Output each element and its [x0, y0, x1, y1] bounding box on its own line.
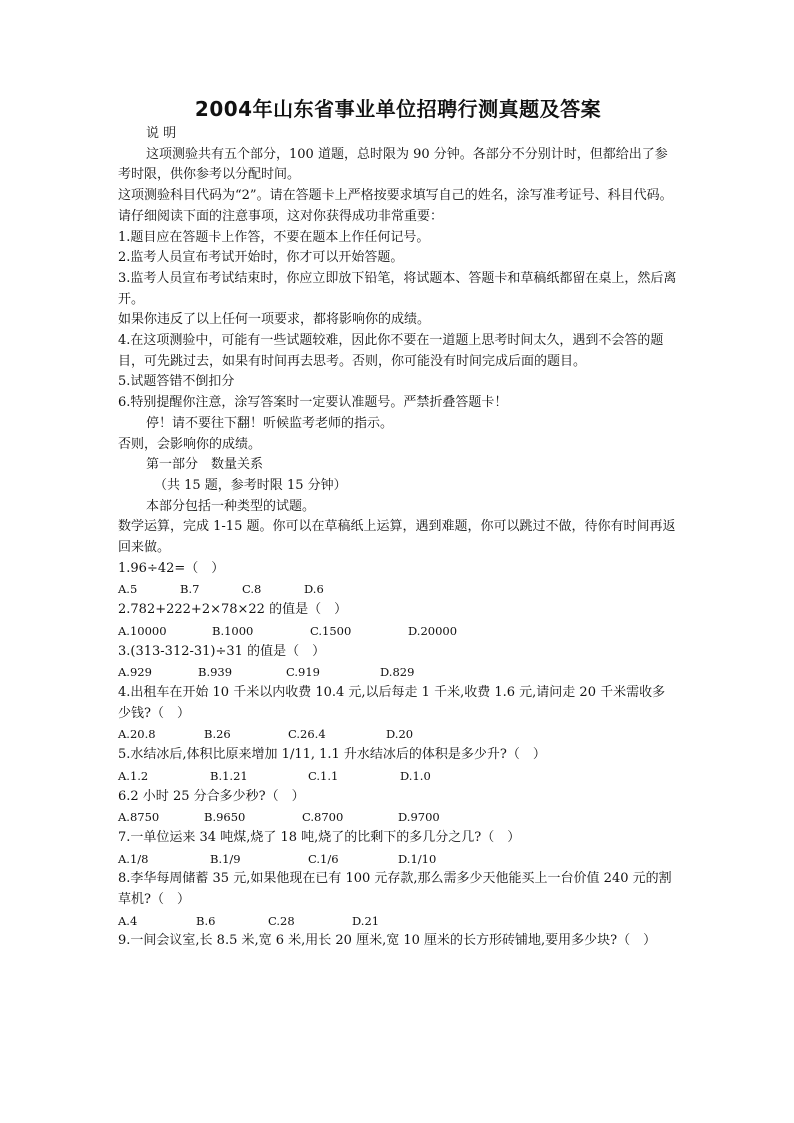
option: C.26.4 [288, 727, 326, 742]
option: A.20.8 [118, 727, 156, 742]
question-text: 4.出租车在开始 10 千米以内收费 10.4 元,以后每走 1 千米,收费 1.6 元,请问走 20 千米需收多少钱?（ ） [118, 684, 666, 721]
question-text: 2.782+222+2×78×22 的值是（ ） [118, 602, 348, 618]
notice-item: 6.特别提醒你注意，涂写答案时一定要认准题号。严禁折叠答题卡！ [118, 395, 508, 411]
option: D.1.0 [400, 768, 431, 783]
option: B.26 [204, 727, 231, 742]
notice-item: 4.在这项测验中，可能有一些试题较难，因此你不要在一道题上思考时间太久，遇到不会答的题目，可先跳过去，如果有时间再去思考。否则，你可能没有时间完成后面的题目。 [118, 333, 664, 369]
section-time-limit: （共 15 题，参考时限 15 分钟） [154, 477, 347, 493]
option: B.1.21 [210, 768, 248, 783]
options-row [118, 807, 678, 828]
intro-paragraph: 请仔细阅读下面的注意事项，这对你获得成功非常重要： [118, 208, 444, 224]
option: C.919 [286, 665, 320, 680]
document-title: 2004年山东省事业单位招聘行测真题及答案 [194, 97, 602, 121]
question-text: 7.一单位运来 34 吨煤,烧了 18 吨,烧了的比剩下的多几分之几?（ ） [118, 829, 521, 845]
notice-item: 如果你违反了以上任何一项要求，都将影响你的成绩。 [118, 312, 431, 328]
option: D.829 [380, 665, 415, 680]
option: B.939 [198, 665, 233, 680]
option: A.5 [118, 582, 138, 597]
section-heading: 第一部分 数量关系 [146, 457, 264, 473]
question-text: 5.水结冰后,体积比原来增加 1/11, 1.1 升水结冰后的体积是多少升?（ ） [118, 747, 546, 763]
option: C.28 [268, 913, 295, 928]
option: B.1/9 [210, 851, 241, 866]
option: D.20 [386, 727, 414, 742]
option: A.8750 [118, 810, 160, 825]
option: A.4 [118, 913, 138, 928]
option: B.7 [180, 582, 200, 597]
options-row [118, 724, 678, 745]
option: D.1/10 [398, 851, 437, 866]
option: B.6 [196, 913, 216, 928]
question-text: 6.2 小时 25 分合多少秒?（ ） [118, 788, 305, 804]
intro-paragraph: 这项测验科目代码为“2”。请在答题卡上严格按要求填写自己的姓名，涂写准考证号、科目代码。 [118, 188, 673, 204]
notice-item: 3.监考人员宣布考试结束时，你应立即放下铅笔，将试题本、答题卡和草稿纸都留在桌上，然后离开。 [118, 270, 677, 307]
notice-item: 5.试题答错不倒扣分 [118, 374, 235, 390]
options-row [118, 849, 678, 870]
question-text: 1.96÷42=（ ） [118, 560, 225, 576]
section-description: 本部分包括一种类型的试题。 [146, 498, 316, 514]
option: A.929 [118, 665, 152, 680]
option: D.20000 [408, 623, 458, 638]
notice-item: 2.监考人员宣布考试开始时，你才可以开始答题。 [118, 250, 404, 266]
question-text: 9.一间会议室,长 8.5 米,宽 6 米,用长 20 厘米,宽 10 厘米的长方形砖铺地,要用多少块?（ ） [118, 933, 657, 949]
section-instructions: 数学运算，完成 1-15 题。你可以在草稿纸上运算，遇到难题，你可以跳过不做，待你有时间再返回来做。 [118, 519, 676, 556]
options-row [118, 621, 678, 642]
option: D.21 [352, 913, 380, 928]
option: D.9700 [398, 810, 440, 825]
options-row [118, 766, 678, 787]
option: B.1000 [212, 623, 254, 638]
notice-item: 1.题目应在答题卡上作答，不要在题本上作任何记号。 [118, 229, 430, 245]
question-text: 3.(313-312-31)÷31 的值是（ ） [118, 643, 326, 659]
options-row [118, 911, 678, 932]
stop-notice-followup: 否则，会影响你的成绩。 [118, 436, 262, 452]
options-row [118, 579, 678, 600]
option: C.8 [242, 582, 262, 597]
option: C.1.1 [308, 768, 339, 783]
instructions-heading: 说 明 [146, 126, 177, 141]
document-page [118, 96, 678, 952]
options-row [118, 662, 678, 683]
option: C.1500 [310, 623, 352, 638]
option: A.1.2 [118, 768, 149, 783]
option: C.8700 [302, 810, 344, 825]
option: A.1/8 [118, 851, 149, 866]
stop-notice: 停！请不要往下翻！听候监考老师的指示。 [146, 415, 394, 431]
intro-paragraph: 这项测验共有五个部分，100 道题，总时限为 90 分钟。各部分不分别计时，但都给出了参考时限，供你参考以分配时间。 [118, 146, 668, 183]
question-text: 8.李华每周储蓄 35 元,如果他现在已有 100 元存款,那么需多少天他能买上一台价值 240 元的割草机?（ ） [118, 871, 672, 908]
question-list [118, 559, 678, 952]
option: D.6 [304, 582, 324, 597]
option: C.1/6 [308, 851, 339, 866]
option: B.9650 [204, 810, 246, 825]
option: A.10000 [118, 623, 167, 638]
